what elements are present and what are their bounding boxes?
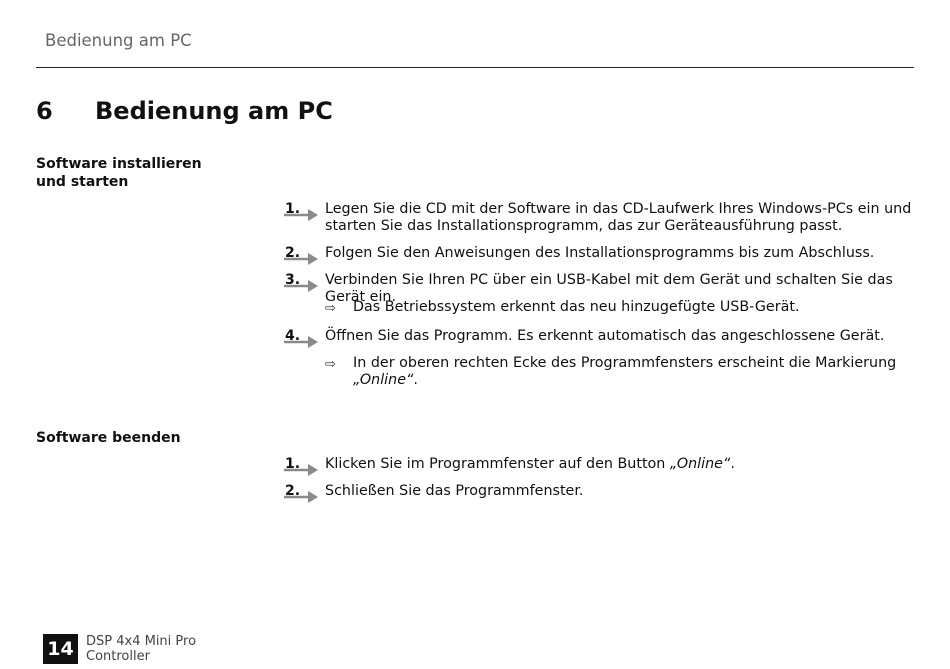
online-button-text: „Online“ — [669, 456, 731, 472]
chapter-number: 6 — [36, 97, 53, 125]
step-text — [325, 456, 920, 473]
step-arrow-icon — [284, 491, 318, 503]
step-number: 1. — [285, 201, 301, 217]
step-number: 3. — [285, 272, 301, 288]
step-text-end: . — [730, 456, 735, 472]
result-text: Das Betriebssystem erkennt das neu hinzugefügte USB-Gerät. — [353, 299, 800, 315]
step-text-main: Klicken Sie im Programmfenster auf den Button — [325, 456, 666, 472]
step-marker — [284, 483, 318, 503]
step-text: Öffnen Sie das Programm. Es erkennt automatisch das angeschlossene Gerät. — [325, 328, 885, 344]
step-number: 2. — [285, 245, 301, 261]
step-number: 2. — [285, 483, 301, 499]
step-text: Legen Sie die CD mit der Software in das CD-Laufwerk Ihres Windows-PCs ein und starten Sie das Installationsprogramm, das zur Geräteausführung passt. — [325, 201, 912, 234]
result-arrow-icon: ⇨ — [325, 357, 336, 372]
running-header: Bedienung am PC — [45, 31, 192, 50]
step-arrow-icon — [284, 280, 318, 292]
step-text: Schließen Sie das Programmfenster. — [325, 483, 584, 499]
section-heading-exit: Software beenden — [36, 430, 181, 446]
step-marker — [284, 201, 318, 221]
step-number: 4. — [285, 328, 301, 344]
header-divider — [36, 67, 914, 68]
product-name — [86, 634, 196, 664]
step-text: Folgen Sie den Anweisungen des Installationsprogramms bis zum Abschluss. — [325, 245, 875, 261]
page-number-badge: 14 — [43, 634, 78, 664]
step-marker — [284, 456, 318, 476]
step-arrow-icon — [284, 464, 318, 476]
step-marker — [284, 328, 318, 348]
step-arrow-icon — [284, 336, 318, 348]
step-marker — [284, 272, 318, 292]
step-number: 1. — [285, 456, 301, 472]
result-arrow-icon: ⇨ — [325, 301, 336, 316]
step-arrow-icon — [284, 209, 318, 221]
result-text — [353, 355, 913, 389]
product-name-line2: Controller — [86, 649, 150, 664]
result-text-main: In der oberen rechten Ecke des Programmfensters erscheint die Markierung — [353, 355, 897, 371]
product-name-line1: DSP 4x4 Mini Pro — [86, 634, 197, 649]
step-text: Verbinden Sie Ihren PC über ein USB-Kabel mit dem Gerät und schalten Sie das Gerät ein. — [325, 272, 893, 305]
section-heading-install: Software installieren und starten — [36, 156, 202, 190]
online-marker-text: „Online“ — [353, 372, 414, 388]
chapter-title: Bedienung am PC — [95, 97, 333, 125]
step-marker — [284, 245, 318, 265]
step-arrow-icon — [284, 253, 318, 265]
result-text-end: . — [413, 372, 418, 388]
